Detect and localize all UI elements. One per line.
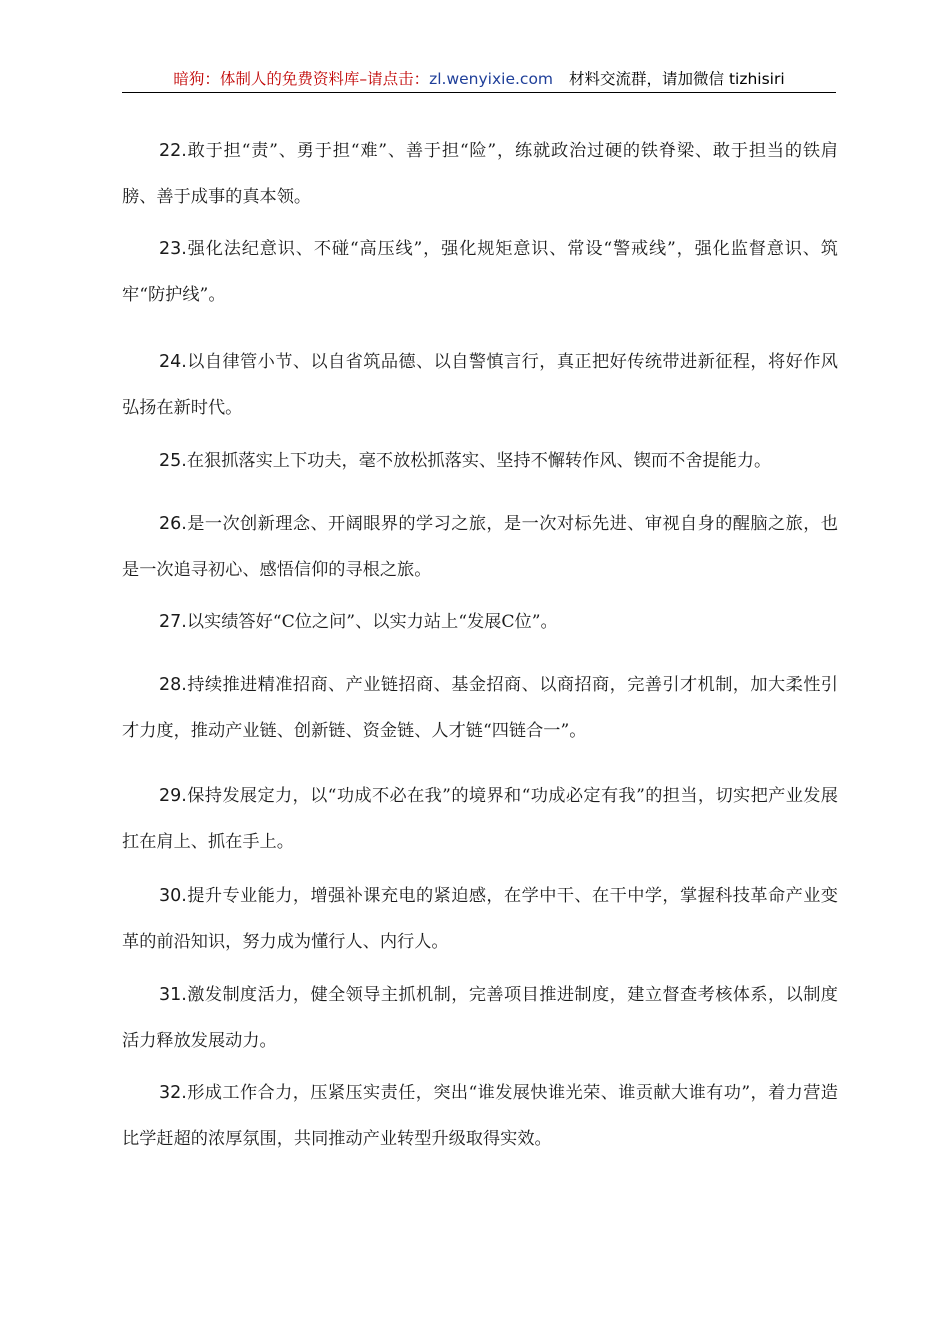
list-item-29: [122, 773, 838, 865]
item-text: 以自律管小节、以自省筑品德、以自警慎言行，真正把好传统带进新征程，将好作风弘扬在新时代。: [122, 352, 838, 418]
item-text: 在狠抓落实上下功夫，毫不放松抓落实、坚持不懈转作风、锲而不舍提能力。: [186, 451, 772, 471]
item-text: 提升专业能力，增强补课充电的紧迫感，在学中干、在干中学，掌握科技革命产业变革的前沿知识，努力成为懂行人、内行人。: [122, 886, 838, 952]
item-number: 22.: [159, 141, 187, 161]
header-url-link[interactable]: zl.wenyixie.com: [429, 70, 554, 88]
item-number: 28.: [159, 675, 187, 695]
list-item-28: [122, 662, 838, 754]
item-text: 形成工作合力，压紧压实责任，突出“谁发展快谁光荣、谁贡献大谁有功”，着力营造比学赶超的浓厚氛围，共同推动产业转型升级取得实效。: [122, 1083, 838, 1149]
list-item-24: [122, 339, 838, 431]
item-text: 保持发展定力，以“功成不必在我”的境界和“功成必定有我”的担当，切实把产业发展扛在肩上、抓在手上。: [122, 786, 838, 852]
item-text: 强化法纪意识、不碰“高压线”，强化规矩意识、常设“警戒线”，强化监督意识、筑牢“防护线”。: [122, 239, 838, 305]
item-text: 是一次创新理念、开阔眼界的学习之旅，是一次对标先进、审视自身的醒脑之旅，也是一次追寻初心、感悟信仰的寻根之旅。: [122, 514, 838, 580]
list-item-30: [122, 873, 838, 965]
item-number: 24.: [159, 352, 187, 372]
item-number: 31.: [159, 985, 187, 1005]
item-number: 30.: [159, 886, 187, 906]
list-item-26: [122, 501, 838, 593]
item-number: 32.: [159, 1083, 187, 1103]
item-number: 29.: [159, 786, 187, 806]
item-text: 激发制度活力，健全领导主抓机制，完善项目推进制度，建立督查考核体系，以制度活力释放发展动力。: [122, 985, 838, 1051]
list-item-22: [122, 128, 838, 220]
list-item-25: [122, 438, 838, 484]
page-header: [122, 66, 836, 93]
list-item-32: [122, 1070, 838, 1162]
item-number: 23.: [159, 239, 187, 259]
item-number: 25.: [159, 451, 187, 471]
item-text: 持续推进精准招商、产业链招商、基金招商、以商招商，完善引才机制，加大柔性引才力度，推动产业链、创新链、资金链、人才链“四链合一”。: [122, 675, 838, 741]
item-text: 以实绩答好“C位之问”、以实力站上“发展C位”。: [186, 612, 558, 632]
list-item-31: [122, 972, 838, 1064]
list-item-27: [122, 599, 838, 645]
item-text: 敢于担“责”、勇于担“难”、善于担“险”，练就政治过硬的铁脊梁、敢于担当的铁肩膀、善于成事的真本领。: [122, 141, 838, 207]
header-link-prefix: –请点击：: [359, 70, 430, 88]
item-number: 26.: [159, 514, 187, 534]
item-number: 27.: [159, 612, 187, 632]
header-contact: 材料交流群，请加微信 tizhisiri: [569, 70, 785, 88]
list-item-23: [122, 226, 838, 318]
header-brand: 暗狗：体制人的免费资料库: [173, 70, 360, 88]
